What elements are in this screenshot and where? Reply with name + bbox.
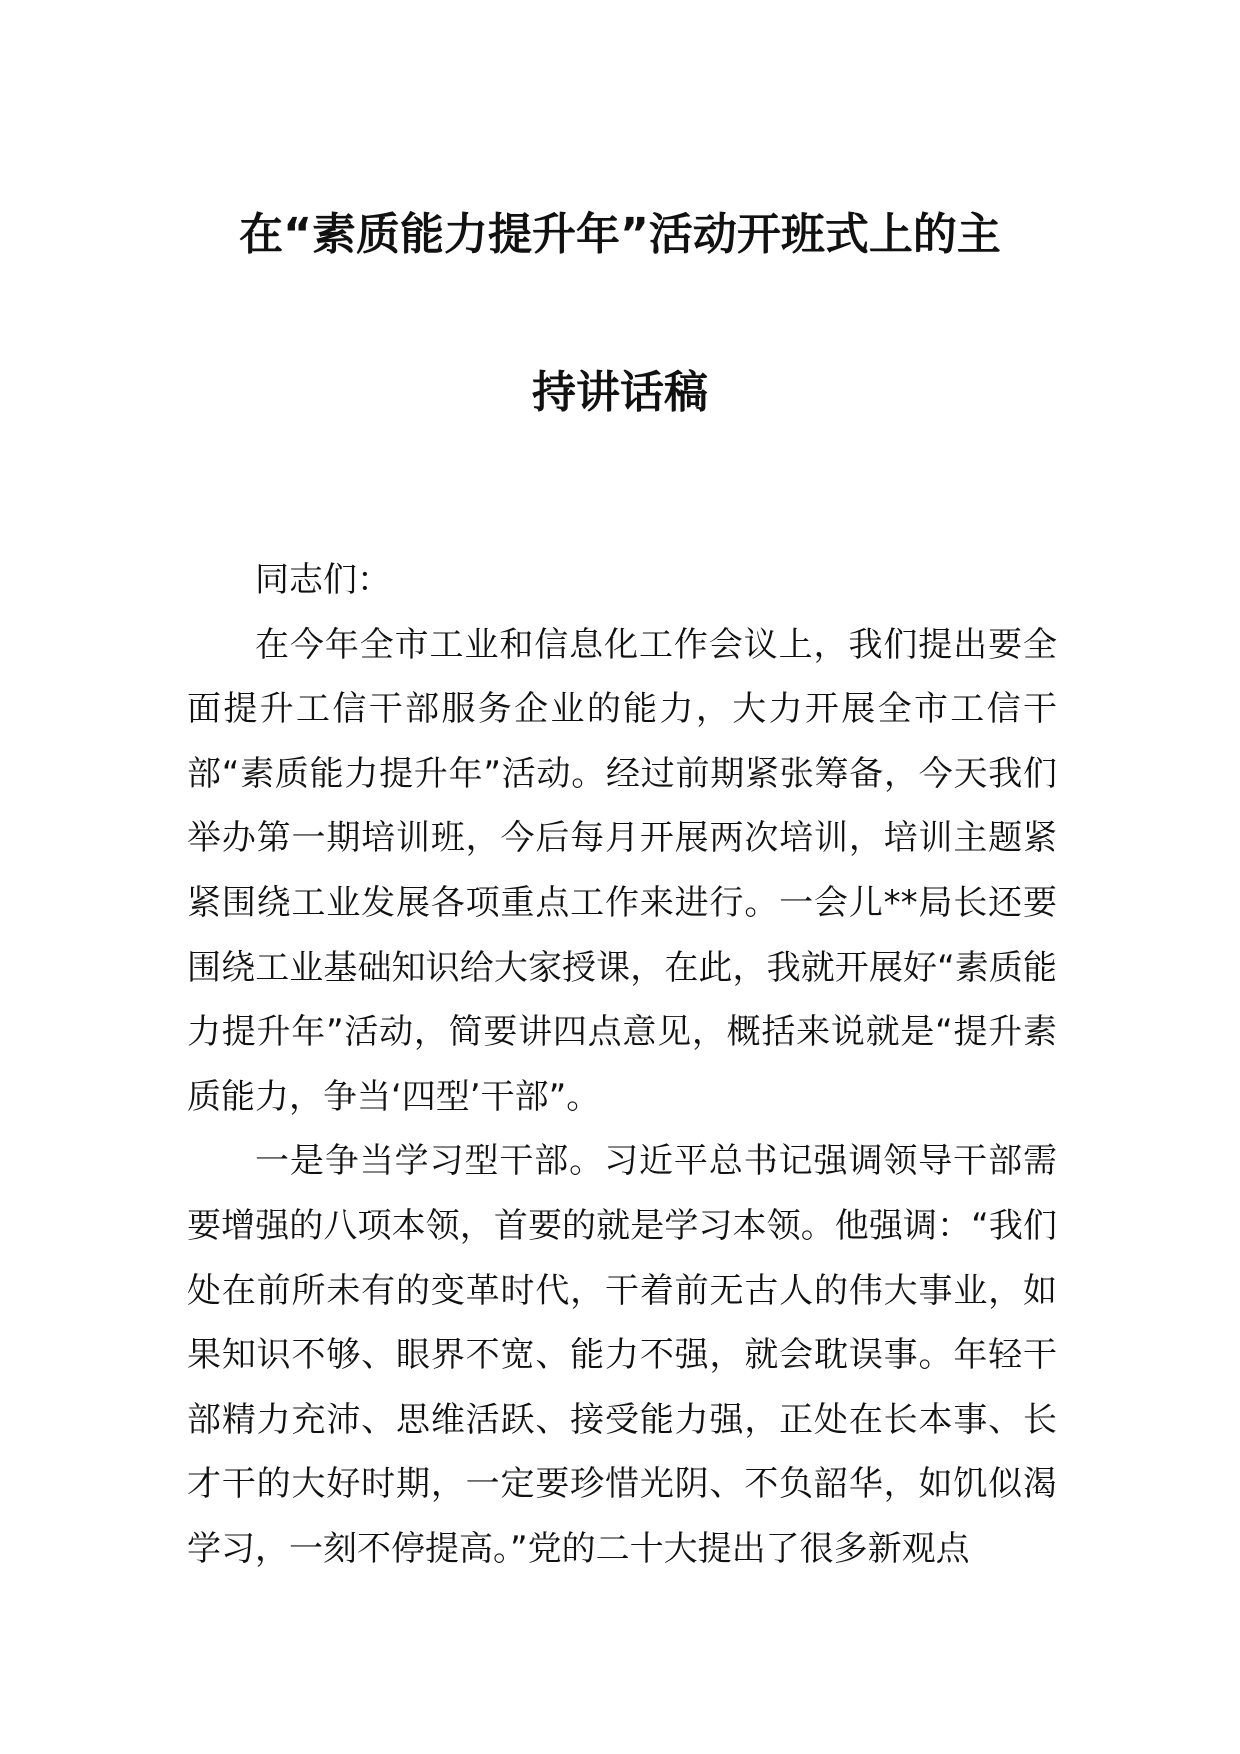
document-title-line-1: 在“素质能力提升年”活动开班式上的主: [239, 209, 1001, 260]
intro-paragraph: 在今年全市工业和信息化工作会议上，我们提出要全面提升工信干部服务企业的能力，大力开展全市工信干部“素质能力提升年”活动。经过前期紧张筹备，今天我们举办第一期培训班，今后每月开展两次培训，培训主题紧紧围绕工业发展各项重点工作来进行。一会儿**局长还要围绕工业基础知识给大家授课，在此，我就开展好“素质能力提升年”活动，简要讲四点意见，概括来说就是“提升素质能力，争当‘四型’干部”。: [187, 624, 1057, 1117]
document-title-line-2: 持讲话稿: [532, 367, 708, 418]
learning-cadre-paragraph: 一是争当学习型干部。习近平总书记强调领导干部需要增强的八项本领，首要的就是学习本领。他强调：“我们处在前所未有的变革时代，干着前无古人的伟大事业，如果知识不够、眼界不宽、能力不强，就会耽误事。年轻干部精力充沛、思维活跃、接受能力强，正处在长本事、长才干的大好时期，一定要珍惜光阴、不负韶华，如饥似渴学习，一刻不停提高。”党的二十大提出了很多新观点: [187, 1141, 1057, 1569]
salutation-paragraph: 同志们：: [255, 560, 391, 600]
document-body: [187, 548, 1057, 1582]
